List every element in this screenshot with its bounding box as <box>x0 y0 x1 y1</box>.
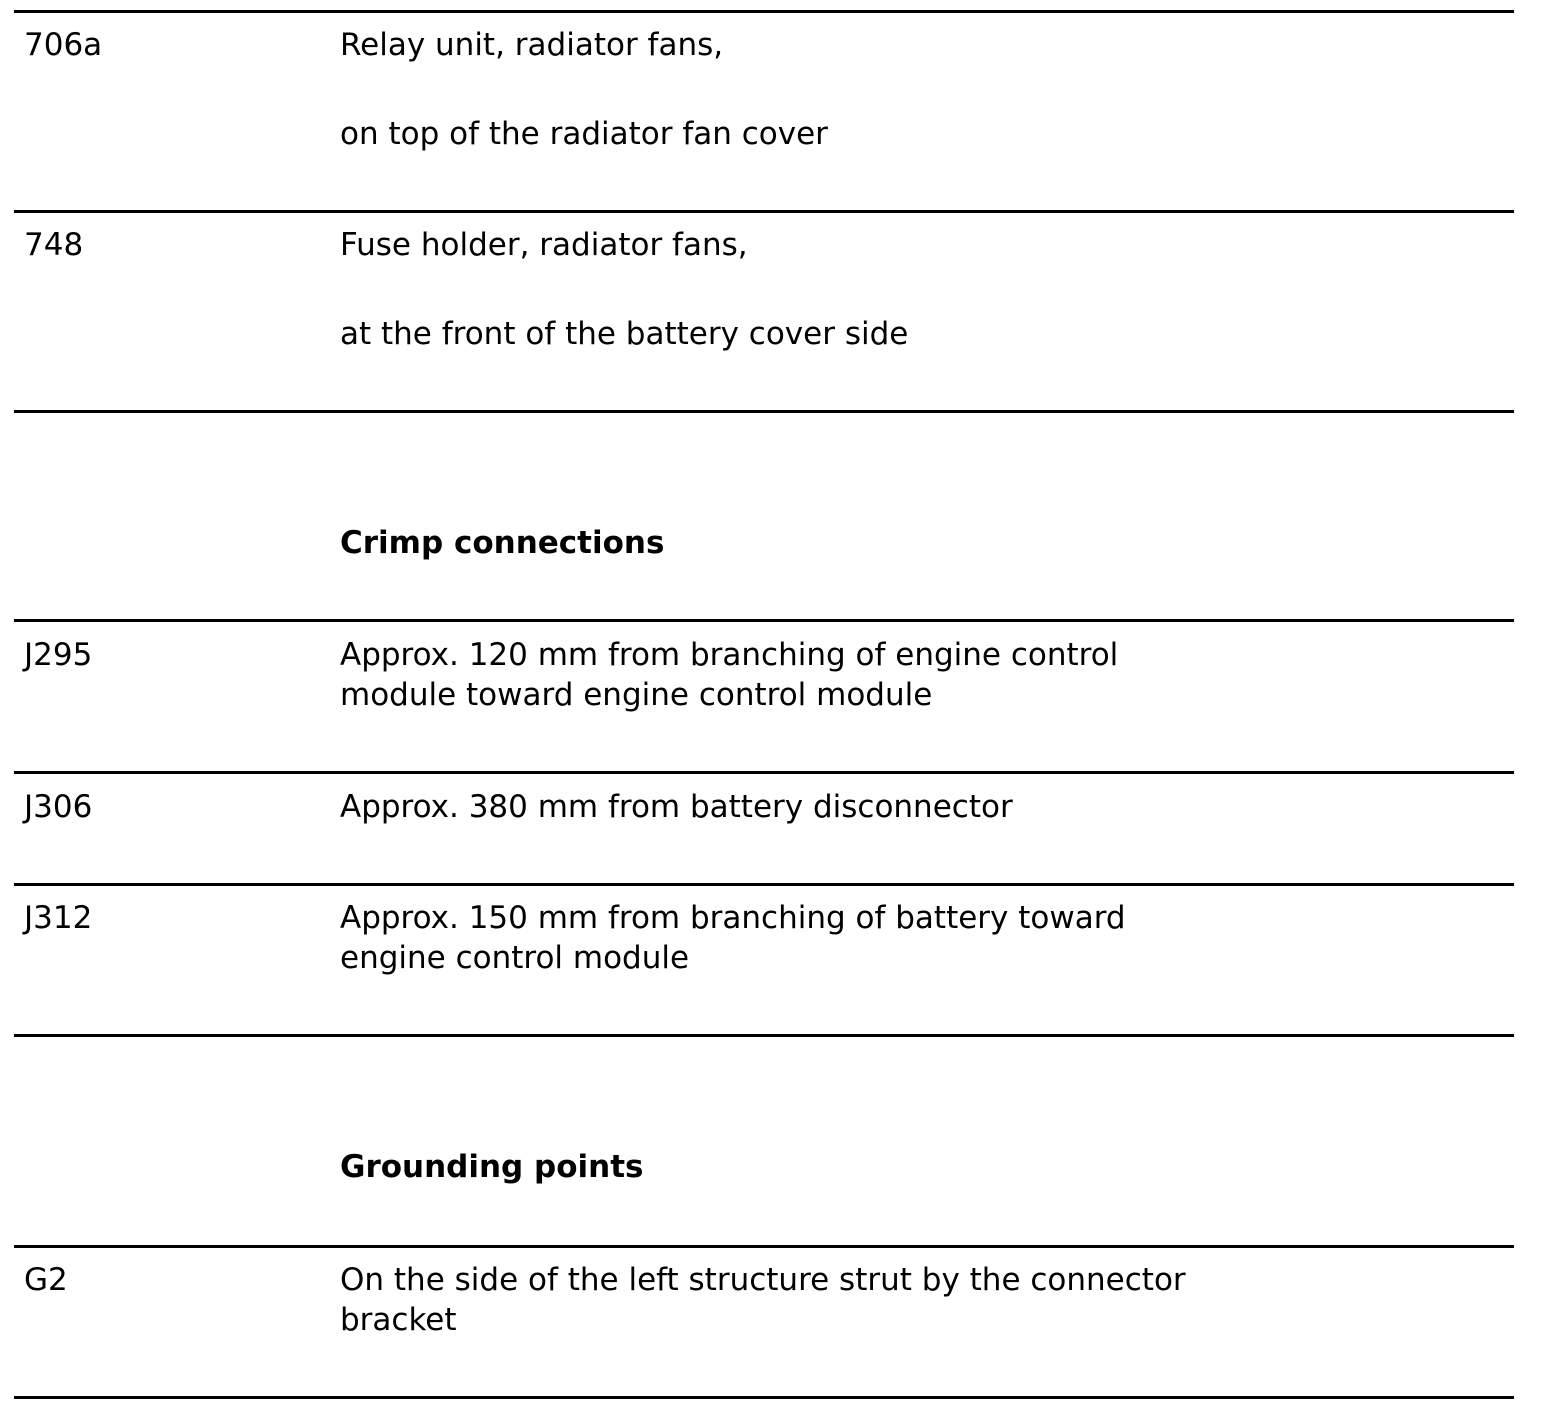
row-code: J306 <box>24 789 93 825</box>
table-rule <box>14 771 1514 774</box>
row-description-line: module toward engine control module <box>340 677 933 713</box>
row-code: 748 <box>24 227 84 263</box>
section-heading: Grounding points <box>340 1149 644 1185</box>
row-description-line: on top of the radiator fan cover <box>340 116 828 152</box>
table-rule <box>14 210 1514 213</box>
table-rule <box>14 619 1514 622</box>
section-heading: Crimp connections <box>340 525 665 561</box>
row-description-line: Approx. 150 mm from branching of battery toward <box>340 900 1126 936</box>
row-description-line: Relay unit, radiator fans, <box>340 27 724 63</box>
table-rule <box>14 1034 1514 1037</box>
row-code: 706a <box>24 27 103 63</box>
table-rule <box>14 1396 1514 1399</box>
row-code: J295 <box>24 637 93 673</box>
row-description-line: Fuse holder, radiator fans, <box>340 227 748 263</box>
row-description-line: Approx. 120 mm from branching of engine control <box>340 637 1119 673</box>
table-rule <box>14 10 1514 13</box>
row-description-line: bracket <box>340 1302 457 1338</box>
row-description-line: engine control module <box>340 940 690 976</box>
row-description-line: On the side of the left structure strut by the connector <box>340 1262 1186 1298</box>
row-code: G2 <box>24 1262 68 1298</box>
row-description-line: at the front of the battery cover side <box>340 316 909 352</box>
row-description-line: Approx. 380 mm from battery disconnector <box>340 789 1013 825</box>
table-rule <box>14 410 1514 413</box>
row-code: J312 <box>24 900 93 936</box>
table-rule <box>14 883 1514 886</box>
table-rule <box>14 1245 1514 1248</box>
